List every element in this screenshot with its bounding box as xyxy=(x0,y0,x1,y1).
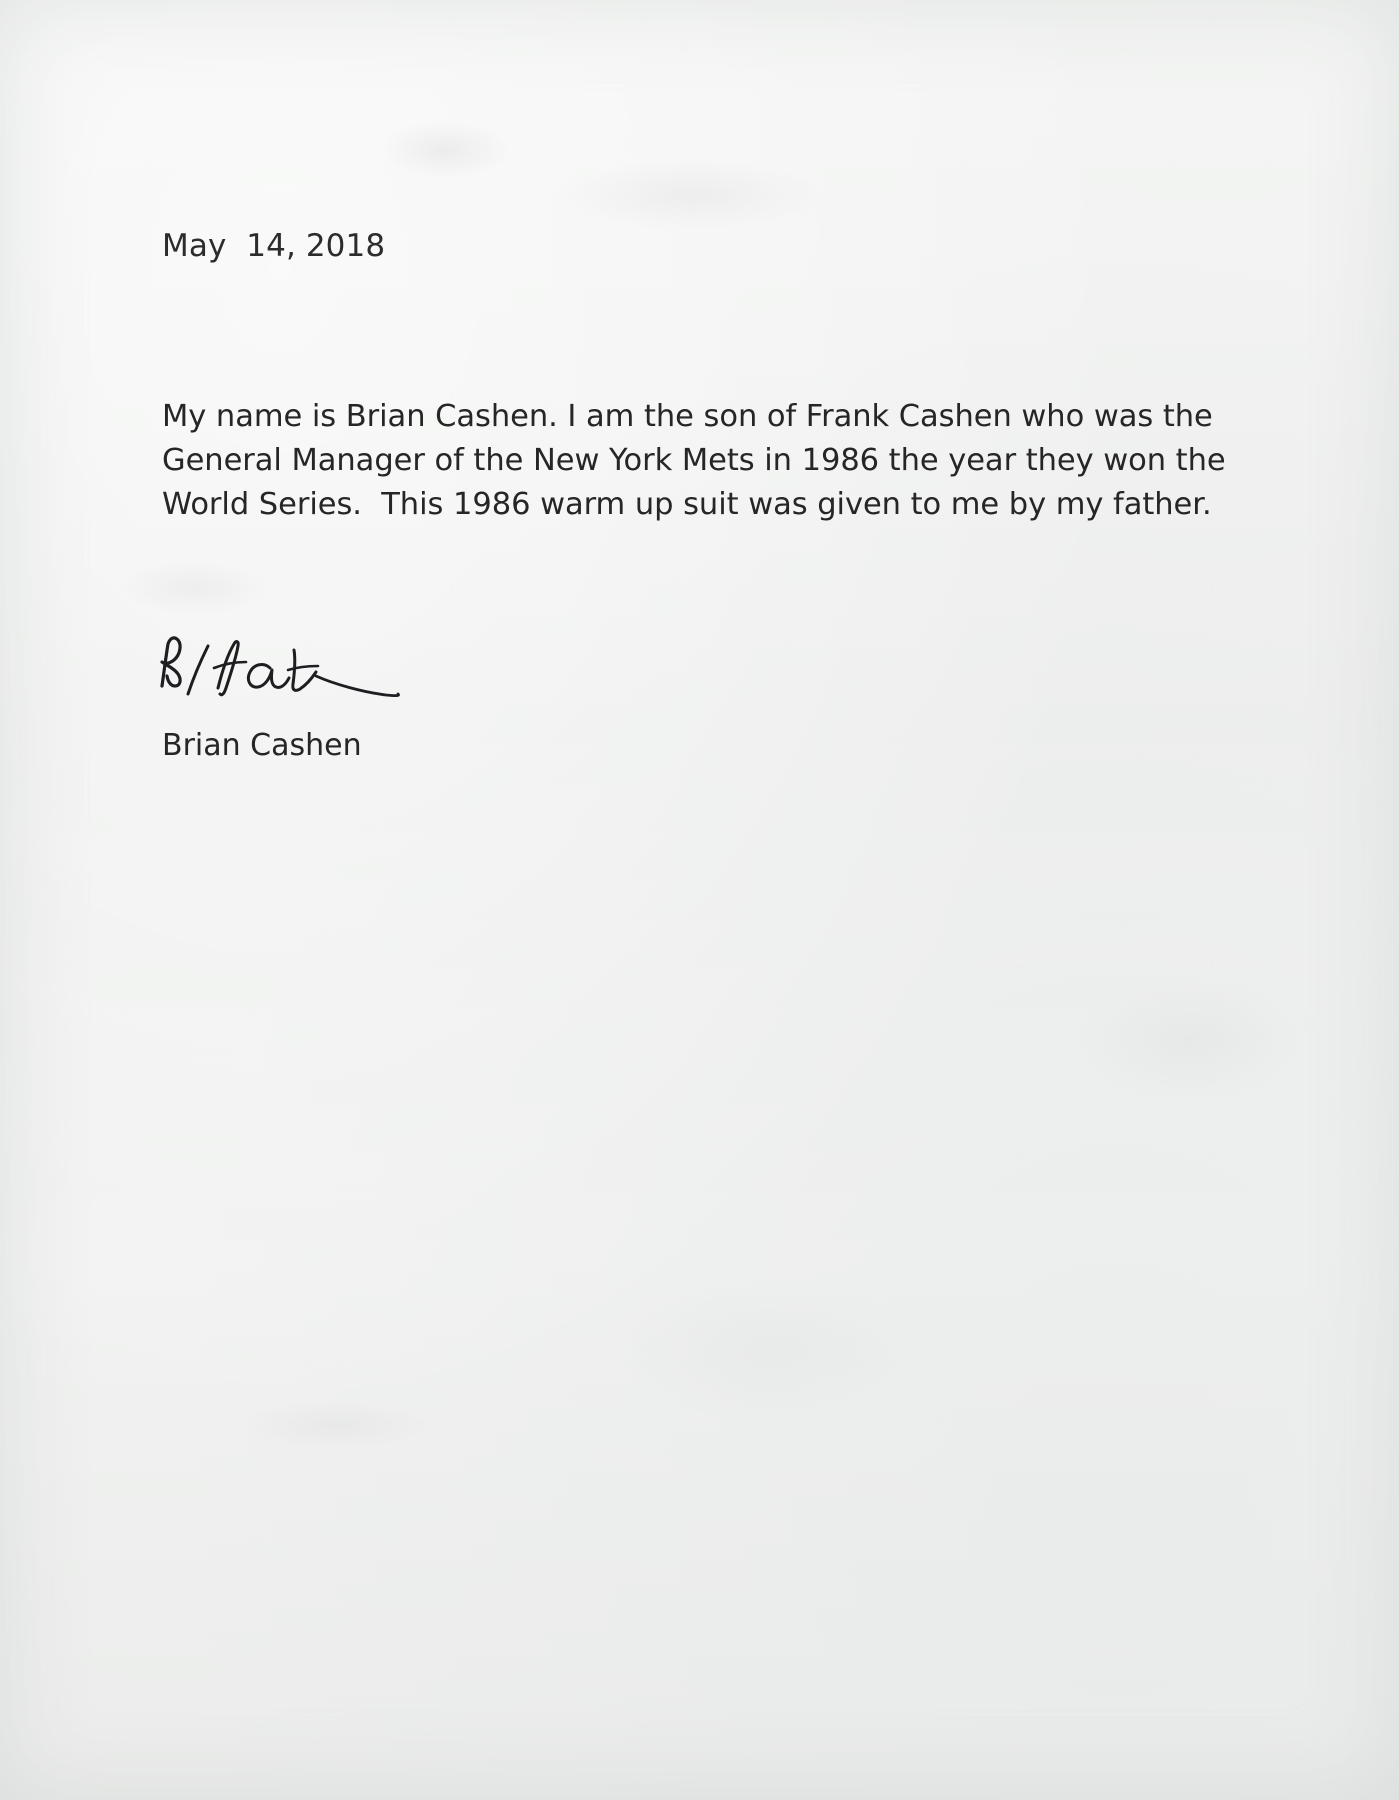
paper-blotch xyxy=(380,120,510,180)
paper-blotch xyxy=(1080,980,1300,1100)
letter-date: May 14, 2018 xyxy=(162,228,386,264)
paper-blotch xyxy=(240,1400,430,1450)
paper-blotch xyxy=(120,560,270,615)
signature-block xyxy=(162,628,562,768)
letter-paragraph-line: General Manager of the New York Mets in 1986 the year they won the xyxy=(162,443,1226,478)
letter-paragraph xyxy=(162,395,1226,527)
paper-blotch xyxy=(560,160,820,230)
handwritten-signature-icon xyxy=(148,628,408,718)
signature-printed-name: Brian Cashen xyxy=(162,728,362,763)
letter-paragraph-line: World Series. This 1986 warm up suit was given to me by my father. xyxy=(162,487,1212,522)
letter-paragraph-line: My name is Brian Cashen. I am the son of Frank Cashen who was the xyxy=(162,399,1213,434)
paper-blotch xyxy=(620,1280,920,1420)
